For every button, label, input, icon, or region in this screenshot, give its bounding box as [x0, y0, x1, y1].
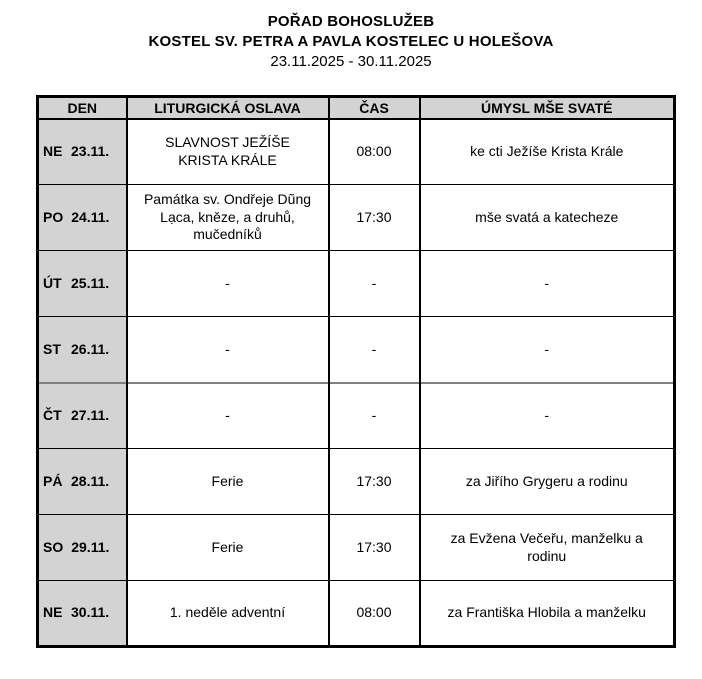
day-cell: [38, 383, 127, 449]
table-row: [38, 317, 675, 383]
day-abbrev: PO: [43, 208, 64, 225]
intention-cell: ke cti Ježíše Krista Krále: [420, 119, 675, 185]
date-range: 23.11.2025 - 30.11.2025: [270, 53, 432, 70]
table-row: [38, 383, 675, 449]
table-row: [38, 449, 675, 515]
table-row: [38, 251, 675, 317]
day-abbrev: NE: [43, 604, 63, 621]
celebration-cell: Ferie: [127, 449, 329, 515]
day-date: 29.11.: [71, 538, 110, 555]
time-cell: -: [329, 383, 420, 449]
table-header-row: [38, 97, 675, 119]
day-abbrev: PÁ: [43, 472, 63, 489]
celebration-cell: -: [127, 383, 329, 449]
time-cell: 08:00: [329, 581, 420, 647]
table-row: [38, 185, 675, 251]
table-row: [38, 515, 675, 581]
column-header-intention: ÚMYSL MŠE SVATÉ: [420, 97, 675, 119]
day-abbrev: ČT: [43, 407, 62, 423]
celebration-cell: Památka sv. Ondřeje Dũng Lạca, kněze, a druhů, mučedníků: [127, 185, 329, 251]
mass-schedule-table: [36, 95, 676, 648]
table-row: [38, 119, 675, 185]
day-abbrev: ÚT: [43, 274, 62, 291]
day-date: 30.11.: [71, 604, 110, 621]
celebration-cell: -: [127, 317, 329, 383]
day-date: 27.11.: [71, 407, 110, 423]
time-cell: -: [329, 251, 420, 317]
celebration-cell: Ferie: [127, 515, 329, 581]
time-cell: 17:30: [329, 449, 420, 515]
day-abbrev: ST: [43, 340, 61, 357]
celebration-cell: 1. neděle adventní: [127, 581, 329, 647]
celebration-cell: SLAVNOST JEŽÍŠE KRISTA KRÁLE: [127, 119, 329, 185]
day-cell: [38, 119, 127, 185]
day-date: 25.11.: [71, 274, 110, 291]
document-title: POŘAD BOHOSLUŽEB: [267, 13, 435, 30]
day-cell: [38, 251, 127, 317]
time-cell: -: [329, 317, 420, 383]
document-header: [0, 0, 702, 72]
day-abbrev: NE: [43, 143, 63, 159]
intention-cell: -: [420, 251, 675, 317]
intention-cell: -: [420, 317, 675, 383]
day-date: 23.11.: [71, 143, 110, 159]
intention-cell: za Evžena Večeřu, manželku a rodinu: [420, 515, 675, 581]
day-abbrev: SO: [43, 538, 64, 555]
church-name: KOSTEL SV. PETRA A PAVLA KOSTELEC U HOLEŠOVA: [148, 33, 554, 50]
day-cell: [38, 317, 127, 383]
column-header-time: ČAS: [329, 97, 420, 119]
column-header-celebration: LITURGICKÁ OSLAVA: [127, 97, 329, 119]
celebration-cell: -: [127, 251, 329, 317]
column-header-day: DEN: [38, 97, 127, 119]
day-cell: [38, 515, 127, 581]
day-date: 26.11.: [71, 340, 110, 357]
table-row: [38, 581, 675, 647]
intention-cell: -: [420, 383, 675, 449]
time-cell: 08:00: [329, 119, 420, 185]
intention-cell: za Jiřího Grygeru a rodinu: [420, 449, 675, 515]
day-cell: [38, 185, 127, 251]
intention-cell: mše svatá a katecheze: [420, 185, 675, 251]
day-date: 24.11.: [71, 208, 110, 225]
intention-cell: za Františka Hlobila a manželku: [420, 581, 675, 647]
time-cell: 17:30: [329, 185, 420, 251]
day-date: 28.11.: [71, 472, 110, 489]
time-cell: 17:30: [329, 515, 420, 581]
day-cell: [38, 449, 127, 515]
day-cell: [38, 581, 127, 647]
